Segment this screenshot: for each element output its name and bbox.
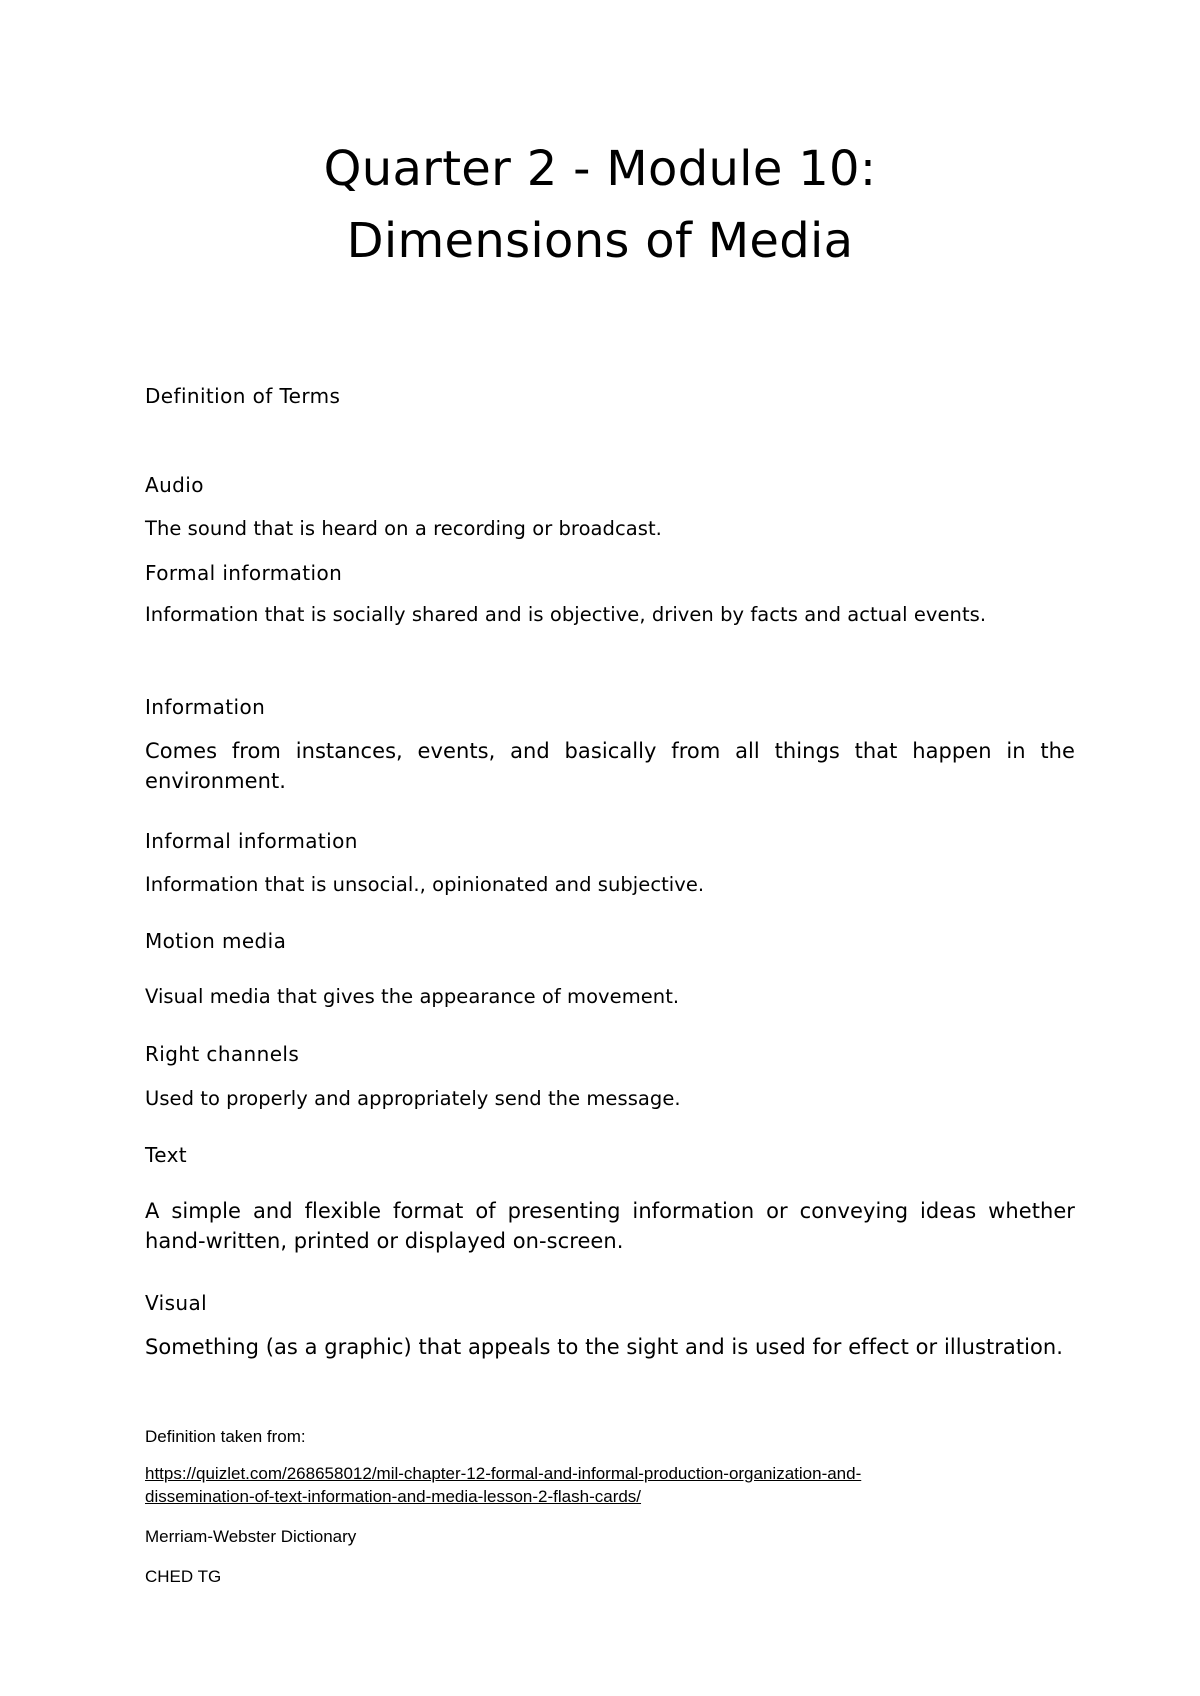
sources-label: Definition taken from: xyxy=(145,1427,306,1446)
term-audio: Audio xyxy=(145,473,204,497)
term-right-channels: Right channels xyxy=(145,1042,300,1066)
term-information: Information xyxy=(145,695,266,719)
source-link-line-2[interactable]: dissemination-of-text-information-and-media-lesson-2-flash-cards/ xyxy=(145,1487,642,1506)
definition-information: Comes from instances, events, and basically from all things that happen in the environment. xyxy=(145,739,1075,793)
definition-right-channels: Used to properly and appropriately send the message. xyxy=(145,1087,681,1110)
definition-audio: The sound that is heard on a recording or broadcast. xyxy=(145,517,662,540)
definition-motion-media: Visual media that gives the appearance of movement. xyxy=(145,985,680,1008)
term-visual: Visual xyxy=(145,1291,208,1315)
definition-informal-information: Information that is unsocial., opinionated and subjective. xyxy=(145,873,705,896)
title-line-1: Quarter 2 - Module 10: xyxy=(323,141,877,197)
definition-visual: Something (as a graphic) that appeals to the sight and is used for effect or illustration. xyxy=(145,1335,1063,1359)
source-merriam-webster: Merriam-Webster Dictionary xyxy=(145,1527,357,1546)
source-link-quizlet[interactable] xyxy=(145,1462,1075,1508)
title-line-2: Dimensions of Media xyxy=(346,213,854,269)
term-text: Text xyxy=(145,1143,188,1167)
definition-text: A simple and flexible format of presenting information or conveying ideas whether hand-written, printed or displayed on-screen. xyxy=(145,1199,1075,1253)
source-ched-tg: CHED TG xyxy=(145,1567,222,1586)
section-heading: Definition of Terms xyxy=(145,384,341,408)
source-link-line-1[interactable]: https://quizlet.com/268658012/mil-chapter-12-formal-and-informal-production-organization-and- xyxy=(145,1464,862,1483)
term-informal-information: Informal information xyxy=(145,829,358,853)
document-title xyxy=(0,133,1200,277)
definition-formal-information: Information that is socially shared and is objective, driven by facts and actual events. xyxy=(145,603,987,626)
term-motion-media: Motion media xyxy=(145,929,287,953)
term-formal-information: Formal information xyxy=(145,561,343,585)
